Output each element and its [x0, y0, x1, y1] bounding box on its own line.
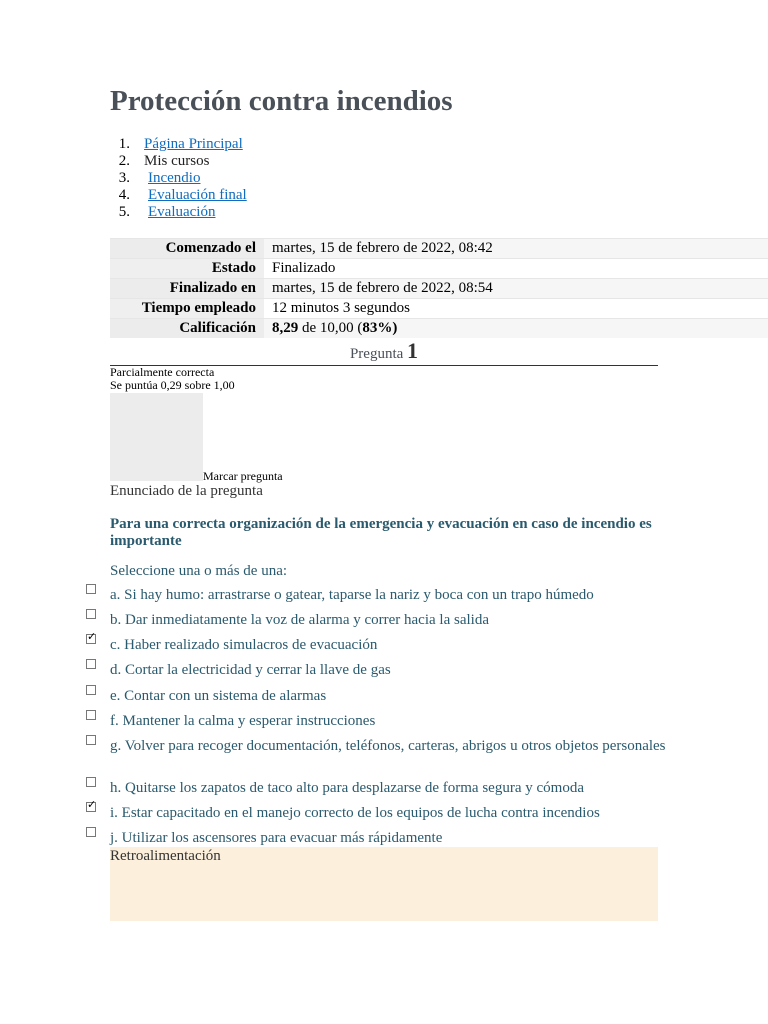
- breadcrumb-item-my-courses: [110, 153, 247, 170]
- answer-option-text[interactable]: c. Haber realizado simulacros de evacuación: [110, 637, 378, 653]
- question-statement-label: Enunciado de la pregunta: [110, 483, 263, 499]
- grade-rest: de 10,00 (: [298, 320, 363, 336]
- summary-value: 12 minutos 3 segundos: [264, 299, 768, 319]
- breadcrumb-link-home[interactable]: Página Principal: [144, 136, 243, 152]
- summary-row-started: [110, 239, 768, 259]
- answer-option-text[interactable]: i. Estar capacitado en el manejo correcto de los equipos de lucha contra incendios: [110, 805, 600, 821]
- summary-row-finished: [110, 279, 768, 299]
- summary-row-state: [110, 259, 768, 279]
- summary-row-grade: [110, 319, 768, 339]
- answer-option-text[interactable]: a. Si hay humo: arrastrarse o gatear, taparse la nariz y boca con un trapo húmedo: [110, 587, 594, 603]
- question-text: Para una correcta organización de la emergencia y evacuación en caso de incendio es importante: [110, 516, 652, 549]
- answer-prompt: Seleccione una o más de una:: [110, 563, 288, 579]
- summary-label: Comenzado el: [110, 239, 264, 259]
- question-state: Parcialmente correcta: [110, 365, 215, 379]
- breadcrumb-item-quiz: [110, 204, 247, 221]
- answer-option-text[interactable]: j. Utilizar los ascensores para evacuar más rápidamente: [110, 830, 443, 846]
- breadcrumb-item-course: [110, 170, 247, 187]
- check-mark-icon: ✓: [87, 630, 97, 643]
- breadcrumb-link-quiz[interactable]: Evaluación: [148, 204, 216, 220]
- question-info: [110, 366, 235, 392]
- breadcrumb-item-home: [110, 136, 247, 153]
- breadcrumb-number: 2.: [118, 153, 130, 169]
- attempt-summary-table: [110, 238, 768, 338]
- summary-label: Finalizado en: [110, 279, 264, 299]
- answer-checkbox-checked[interactable]: [86, 630, 97, 644]
- breadcrumb-link-course[interactable]: Incendio: [148, 170, 201, 186]
- answer-option-text[interactable]: h. Quitarse los zapatos de taco alto para desplazarse de forma segura y cómoda: [110, 780, 584, 796]
- check-mark-icon: ✓: [87, 798, 97, 811]
- feedback-label: Retroalimentación: [110, 848, 221, 864]
- answer-checkbox[interactable]: [86, 659, 96, 669]
- answer-checkbox[interactable]: [86, 685, 96, 695]
- question-prefix: Pregunta: [349, 346, 404, 362]
- grade-score: 8,29: [272, 320, 299, 336]
- breadcrumb-number: 5.: [118, 204, 130, 220]
- summary-value: martes, 15 de febrero de 2022, 08:54: [264, 279, 768, 299]
- answer-option-text[interactable]: e. Contar con un sistema de alarmas: [110, 688, 327, 704]
- summary-label: Calificación: [110, 319, 264, 339]
- breadcrumb-number: 3.: [118, 170, 130, 186]
- answer-option-text[interactable]: b. Dar inmediatamente la voz de alarma y correr hacia la salida: [110, 612, 489, 628]
- answer-checkbox[interactable]: [86, 710, 96, 720]
- page-title: Protección contra incendios: [110, 85, 453, 117]
- answer-option-text[interactable]: f. Mantener la calma y esperar instrucciones: [110, 713, 376, 729]
- answer-checkbox[interactable]: [86, 609, 96, 619]
- breadcrumb-number: 1.: [118, 136, 130, 152]
- summary-label: Estado: [110, 259, 264, 279]
- grade-close: ): [392, 320, 398, 336]
- flag-question-image[interactable]: [110, 393, 203, 481]
- summary-value-grade: [264, 319, 768, 339]
- breadcrumb-number: 4.: [118, 187, 130, 203]
- question-header: [110, 338, 658, 366]
- answer-checkbox[interactable]: [86, 827, 96, 837]
- breadcrumb-item-section: [110, 187, 247, 204]
- summary-value: martes, 15 de febrero de 2022, 08:42: [264, 239, 768, 259]
- flag-question-link[interactable]: Marcar pregunta: [203, 469, 283, 483]
- grade-percent: 83%: [362, 320, 393, 336]
- feedback-panel: [110, 847, 658, 921]
- answer-checkbox[interactable]: [86, 584, 96, 594]
- answer-option-text[interactable]: d. Cortar la electricidad y cerrar la llave de gas: [110, 662, 391, 678]
- answer-checkbox[interactable]: [86, 777, 96, 787]
- breadcrumb: [110, 136, 247, 221]
- answer-option-text[interactable]: g. Volver para recoger documentación, teléfonos, carteras, abrigos u otros objetos personales: [110, 738, 666, 754]
- summary-row-time: [110, 299, 768, 319]
- question-number: 1: [407, 338, 419, 363]
- answer-checkbox-checked[interactable]: [86, 798, 97, 812]
- summary-label: Tiempo empleado: [110, 299, 264, 319]
- summary-value: Finalizado: [264, 259, 768, 279]
- breadcrumb-text-my-courses: Mis cursos: [144, 153, 210, 169]
- question-mark: Se puntúa 0,29 sobre 1,00: [110, 378, 235, 392]
- answer-checkbox[interactable]: [86, 735, 96, 745]
- breadcrumb-link-section[interactable]: Evaluación final: [148, 187, 247, 203]
